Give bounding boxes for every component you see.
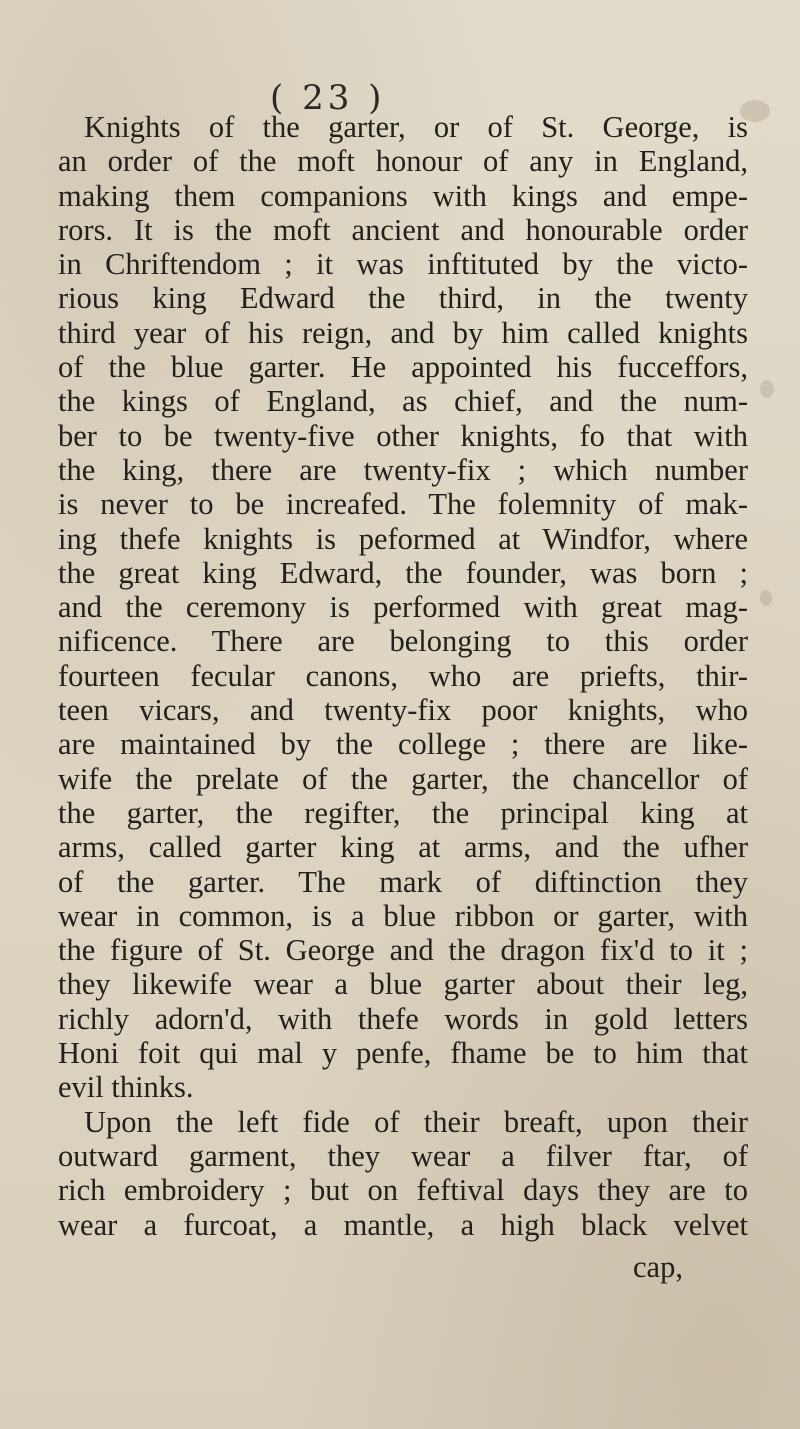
paper-stain: [760, 590, 772, 606]
text-line: richly adorn'd, with thefe words in gold letters: [58, 1001, 748, 1036]
text-line: the figure of St. George and the dragon fix'd to it ;: [58, 933, 748, 968]
text-line: is never to be increafed. The folemnity of mak-: [58, 487, 748, 522]
text-line: Honi foit qui mal y penfe, fhame be to him that: [58, 1036, 748, 1071]
text-line: teen vicars, and twenty-fix poor knights, who: [58, 693, 748, 728]
text-line: and the ceremony is performed with great mag-: [58, 590, 748, 625]
body-text: [58, 110, 748, 1242]
text-line: in Chriftendom ; it was inftituted by the victo-: [58, 247, 748, 282]
text-line: wear in common, is a blue ribbon or garter, with: [58, 898, 748, 933]
text-line: arms, called garter king at arms, and the ufher: [58, 830, 748, 865]
page-number: ( 23 ): [270, 78, 386, 118]
text-line: wear a furcoat, a mantle, a high black velvet: [58, 1207, 748, 1242]
text-line: Upon the left fide of their breaft, upon their: [84, 1104, 748, 1139]
text-line: third year of his reign, and by him called knights: [58, 315, 748, 350]
text-line: rors. It is the moft ancient and honourable order: [58, 212, 748, 247]
text-line: of the garter. The mark of diftinction they: [58, 864, 748, 899]
text-line: the kings of England, as chief, and the num-: [58, 384, 748, 419]
text-line: fourteen fecular canons, who are priefts, thir-: [58, 658, 748, 693]
paper-stain: [760, 380, 774, 398]
text-line: ing thefe knights is peformed at Windfor, where: [58, 521, 748, 556]
text-line: are maintained by the college ; there are like-: [58, 727, 748, 762]
text-line: wife the prelate of the garter, the chancellor of: [58, 761, 748, 796]
catchword: cap,: [633, 1250, 683, 1284]
text-line: of the blue garter. He appointed his fucceffors,: [58, 350, 748, 385]
text-line: outward garment, they wear a filver ftar, of: [58, 1138, 748, 1173]
text-line: the garter, the regifter, the principal king at: [58, 795, 748, 830]
text-line: the great king Edward, the founder, was born ;: [58, 555, 748, 590]
text-line: they likewife wear a blue garter about their leg,: [58, 967, 748, 1002]
text-line: rious king Edward the third, in the twenty: [58, 281, 748, 316]
text-line: evil thinks.: [58, 1070, 194, 1105]
text-line: rich embroidery ; but on feftival days they are to: [58, 1173, 748, 1208]
text-line: Knights of the garter, or of St. George, is: [84, 110, 748, 144]
text-line: making them companions with kings and empe-: [58, 178, 748, 213]
text-line: an order of the moft honour of any in England,: [58, 144, 748, 179]
text-line: the king, there are twenty-fix ; which number: [58, 452, 748, 487]
text-line: nificence. There are belonging to this order: [58, 624, 748, 659]
text-line: ber to be twenty-five other knights, fo that with: [58, 418, 748, 453]
